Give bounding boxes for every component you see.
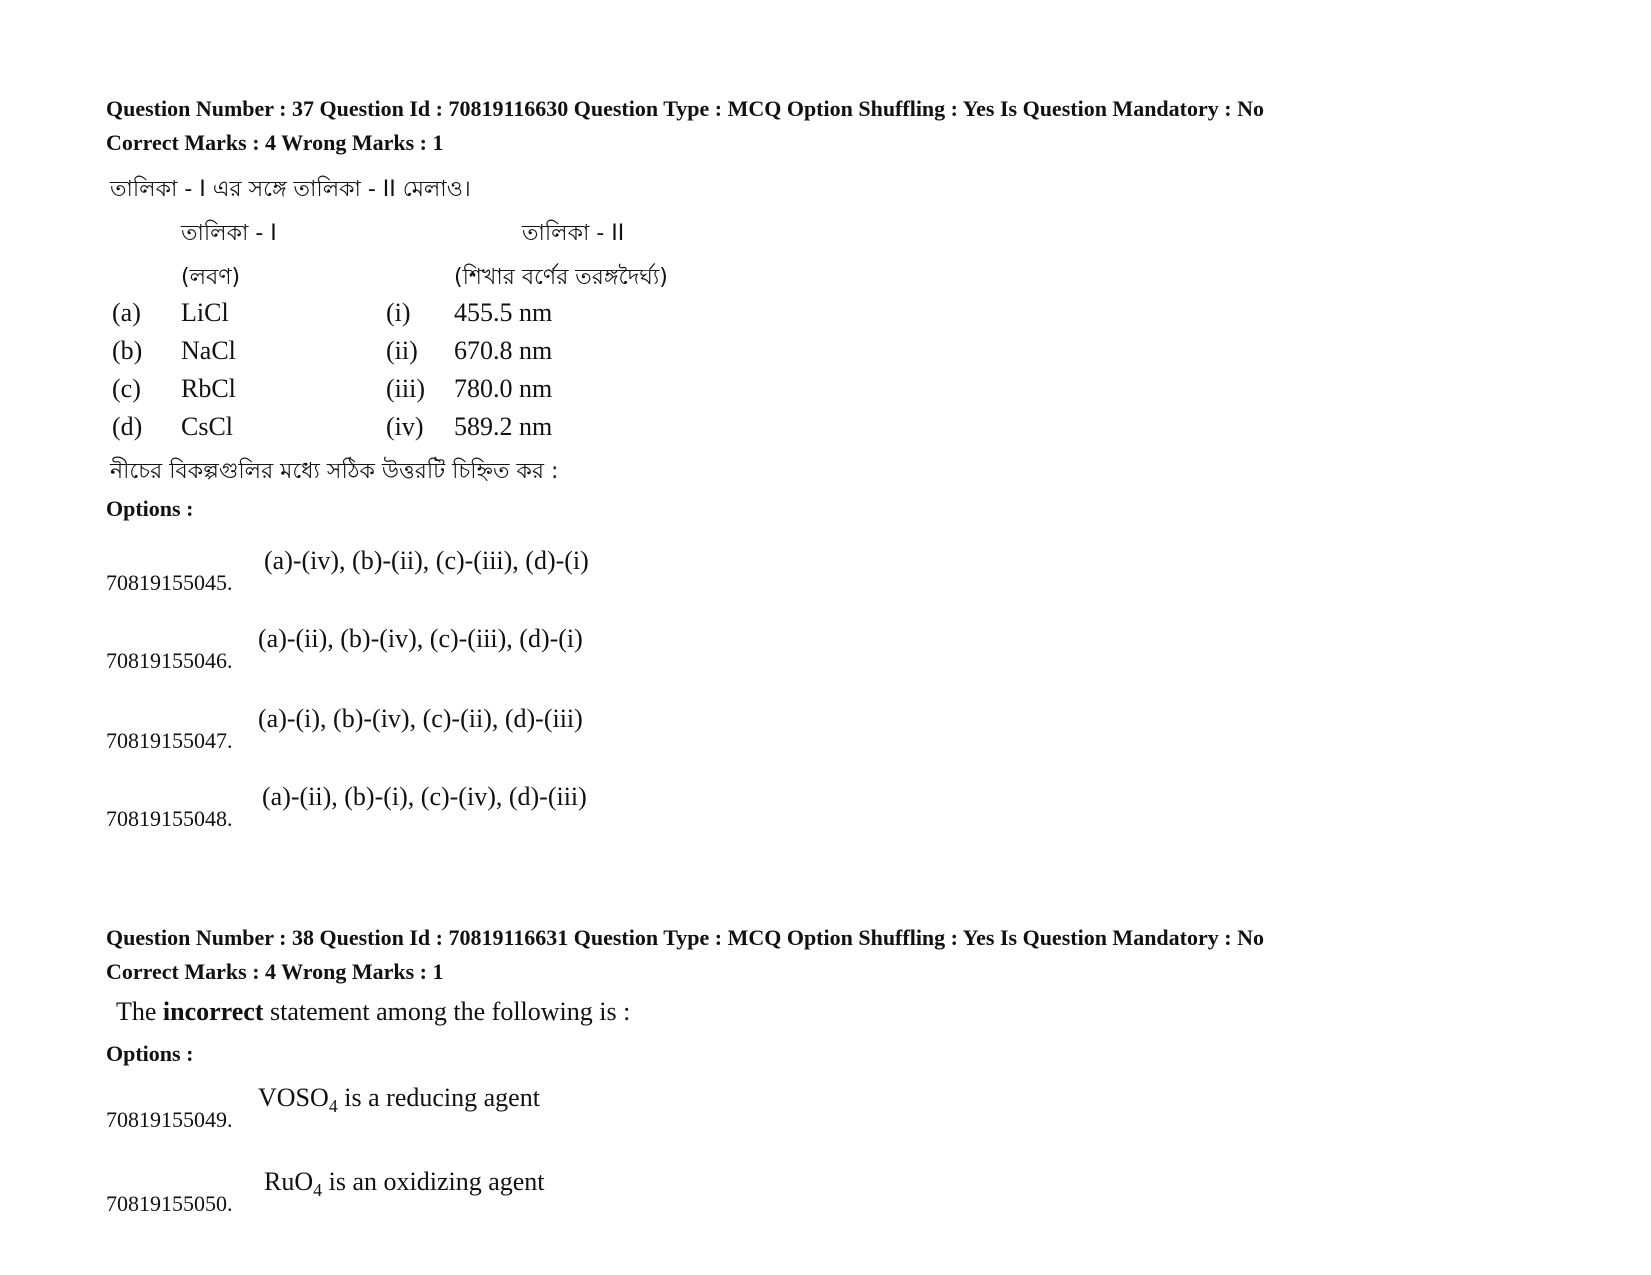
option-rest: is an oxidizing agent: [322, 1167, 545, 1196]
option-text: [264, 1167, 545, 1201]
salt-cell: NaCl: [181, 336, 236, 365]
match-instruction: তালিকা - I এর সঙ্গে তালিকা - II মেলাও।: [110, 177, 471, 202]
stem-emphasis: incorrect: [162, 997, 264, 1026]
wavelength-cell: 670.8 nm: [454, 336, 553, 365]
option-row[interactable]: [106, 704, 1006, 754]
option-id: 70819155046.: [106, 648, 233, 673]
option-id: 70819155045.: [106, 570, 233, 595]
formula-subscript: 4: [328, 1096, 338, 1117]
list2-title: তালিকা - II: [522, 221, 625, 246]
question-text: নীচের বিকল্পগুলির মধ্যে সঠিক উত্তরটি চিহ্নিত কর :: [110, 459, 559, 484]
option-id: 70819155050.: [106, 1191, 233, 1216]
stem-pre: The: [116, 997, 163, 1026]
option-row[interactable]: [106, 1083, 1006, 1133]
question-38: [106, 921, 1546, 1216]
wavelength-cell: 589.2 nm: [454, 412, 553, 441]
option-text: (a)-(i), (b)-(iv), (c)-(ii), (d)-(iii): [258, 704, 583, 733]
list1-subtitle: (লবণ): [181, 265, 241, 290]
wavelength-cell: 780.0 nm: [454, 374, 553, 403]
option-text: (a)-(ii), (b)-(i), (c)-(iv), (d)-(iii): [262, 782, 587, 811]
question-meta-line: Question Number : 38 Question Id : 70819116631 Question Type : MCQ Option Shuffling : Yes Is Question Mandatory : No: [106, 925, 1264, 950]
option-id: 70819155049.: [106, 1107, 233, 1132]
option-row[interactable]: [106, 1167, 1006, 1217]
salt-cell: RbCl: [181, 374, 236, 403]
formula-subscript: 4: [313, 1180, 323, 1201]
formula: VOSO: [258, 1083, 329, 1112]
formula: RuO: [264, 1167, 314, 1196]
match-table: [106, 298, 806, 448]
option-text: (a)-(ii), (b)-(iv), (c)-(iii), (d)-(i): [258, 624, 583, 653]
option-rest: is a reducing agent: [337, 1083, 540, 1112]
row-label: (ii): [386, 336, 418, 365]
row-label: (i): [386, 298, 411, 327]
question-37: [106, 92, 1546, 831]
row-label: (d): [112, 412, 143, 441]
row-label: (c): [112, 374, 141, 403]
question-meta-line: Question Number : 37 Question Id : 70819116630 Question Type : MCQ Option Shuffling : Yes Is Question Mandatory : No: [106, 96, 1264, 121]
options-label: Options :: [106, 496, 194, 521]
option-id: 70819155047.: [106, 728, 233, 753]
salt-cell: LiCl: [181, 298, 229, 327]
row-label: (iv): [386, 412, 424, 441]
wavelength-cell: 455.5 nm: [454, 298, 553, 327]
row-label: (a): [112, 298, 141, 327]
marks-line: Correct Marks : 4 Wrong Marks : 1: [106, 130, 444, 155]
list1-title: তালিকা - I: [181, 221, 277, 246]
options-label: Options :: [106, 1041, 194, 1066]
row-label: (b): [112, 336, 143, 365]
stem-post: statement among the following is :: [263, 997, 631, 1026]
list2-subtitle: (শিখার বর্ণের তরঙ্গদৈর্ঘ্য): [454, 265, 668, 290]
option-id: 70819155048.: [106, 806, 233, 831]
question-stem: [116, 997, 630, 1027]
row-label: (iii): [386, 374, 425, 403]
option-row[interactable]: [106, 624, 1006, 674]
option-row[interactable]: [106, 782, 1006, 832]
option-row[interactable]: [106, 546, 1006, 596]
marks-line: Correct Marks : 4 Wrong Marks : 1: [106, 959, 444, 984]
salt-cell: CsCl: [181, 412, 234, 441]
option-text: (a)-(iv), (b)-(ii), (c)-(iii), (d)-(i): [264, 546, 589, 575]
option-text: [258, 1083, 540, 1117]
